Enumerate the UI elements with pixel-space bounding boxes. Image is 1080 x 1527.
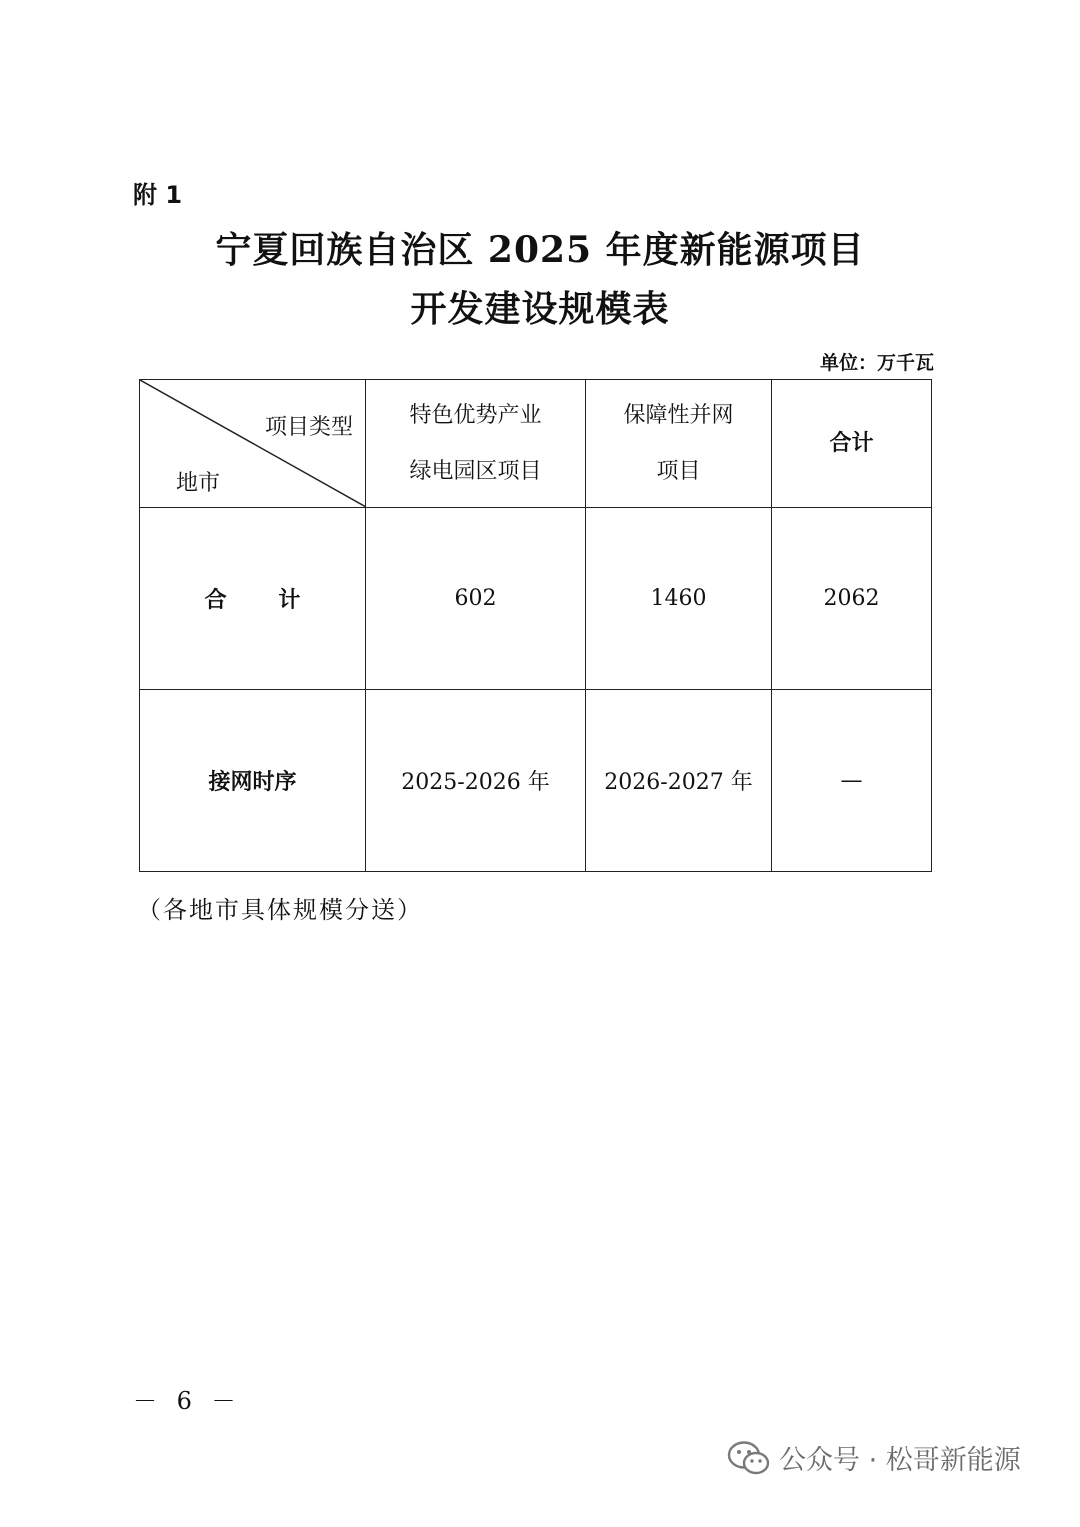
distribution-note: （各地市具体规模分送） bbox=[137, 896, 423, 924]
unit-label: 单位：万千瓦 bbox=[819, 352, 934, 374]
table-cell bbox=[772, 508, 932, 690]
document-title-line-1: 宁夏回族自治区 2025 年度新能源项目 bbox=[215, 229, 865, 271]
table-cell bbox=[366, 690, 586, 872]
watermark bbox=[727, 1438, 1021, 1477]
document-title-line-2: 开发建设规模表 bbox=[410, 288, 670, 330]
wechat-icon bbox=[727, 1440, 771, 1476]
table-header-row bbox=[140, 380, 932, 508]
page-number: － 6 － bbox=[133, 1387, 242, 1415]
column-header-line-1: 保障性并网 bbox=[623, 402, 734, 428]
row-label-cell bbox=[140, 690, 366, 872]
value-total-schedule: — bbox=[840, 768, 863, 793]
row-label-cell bbox=[140, 508, 366, 690]
value-guaranteed-total: 1460 bbox=[650, 586, 707, 611]
row-label-grid-schedule: 接网时序 bbox=[208, 770, 297, 795]
table-corner-cell bbox=[140, 380, 366, 508]
column-header-line-1: 特色优势产业 bbox=[409, 402, 542, 428]
table-cell bbox=[586, 508, 772, 690]
row-label-total: 合 计 bbox=[204, 588, 323, 613]
table-cell bbox=[772, 690, 932, 872]
column-header-guaranteed-grid bbox=[586, 380, 772, 508]
value-grand-total: 2062 bbox=[823, 586, 880, 611]
column-header-line-2: 绿电园区项目 bbox=[409, 458, 542, 484]
table-row-total bbox=[140, 508, 932, 690]
column-header-line-1: 合计 bbox=[829, 430, 874, 456]
column-header-green-park bbox=[366, 380, 586, 508]
watermark-text: 公众号 · 松哥新能源 bbox=[779, 1445, 1021, 1476]
table-cell bbox=[366, 508, 586, 690]
table-row-grid-schedule bbox=[140, 690, 932, 872]
corner-project-type-label: 项目类型 bbox=[264, 415, 353, 440]
table-cell bbox=[586, 690, 772, 872]
scale-table bbox=[139, 379, 932, 872]
corner-diagonal-line bbox=[140, 380, 366, 507]
value-guaranteed-schedule: 2026-2027 年 bbox=[604, 770, 753, 795]
corner-city-label: 地市 bbox=[176, 471, 221, 496]
value-green-park-total: 602 bbox=[454, 586, 497, 611]
column-header-line-2: 项目 bbox=[656, 458, 701, 484]
value-green-park-schedule: 2025-2026 年 bbox=[401, 770, 550, 795]
attachment-label: 附 1 bbox=[133, 181, 183, 209]
column-header-total bbox=[772, 380, 932, 508]
